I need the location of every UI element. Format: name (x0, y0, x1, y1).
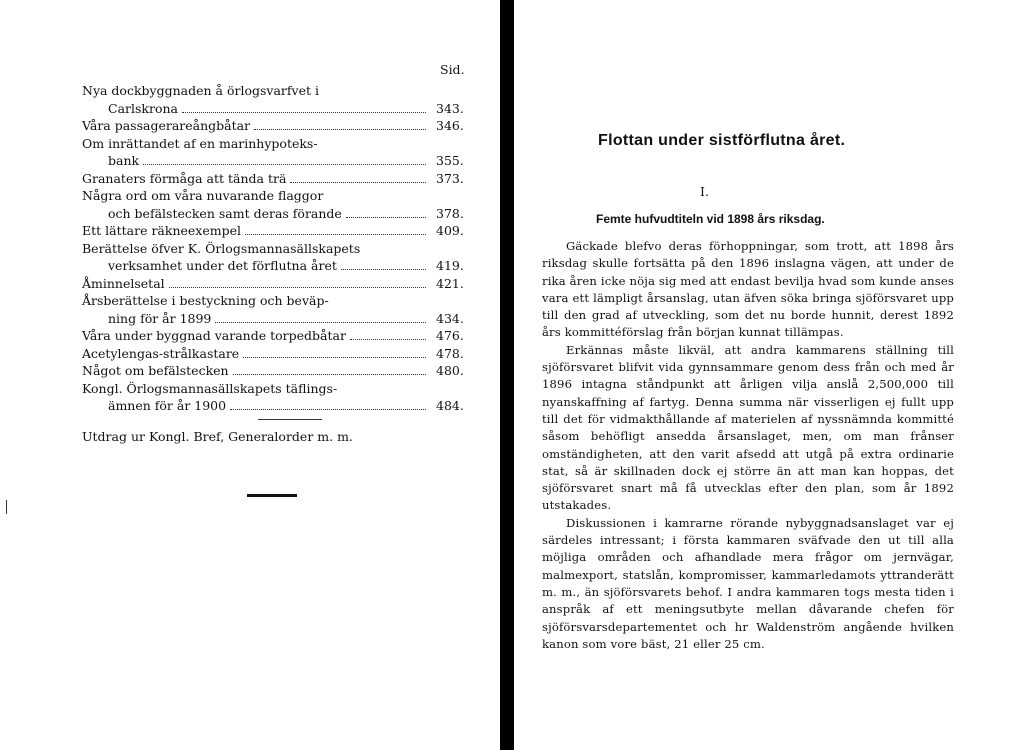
toc-leader-dots (245, 233, 426, 235)
toc-leader-dots (254, 128, 426, 130)
edge-mark (6, 500, 7, 514)
article-paragraph: Erkännas måste likväl, att andra kammarens ställning till sjöförsvaret blifvit vida gynnsammare genom dess från och med år 1896 intagna ståndpunkt att årligen vilja anslå 2,500,000 till nyanskaffning af fartyg. Denna summa när visserligen ej fullt upp till det för vidmakthållande af materielen af nyssnämnda kommitté såsom behöfligt ansedda årsanslaget, men, om man frånser omständigheten, att den varit afsedd att utgå på extra ordinarie stat, så är skillnaden dock ej större än att man kan hoppas, det sjöförsvaret snart må få utvecklas efter den plan, som år 1892 utstakades. (542, 342, 954, 513)
toc-entry-title: ämnen för år 1900 (108, 398, 227, 413)
toc-entry (82, 170, 464, 188)
toc-page-number: 478. (436, 345, 464, 361)
toc-entry-line (82, 240, 464, 258)
toc-entry-line (82, 170, 464, 188)
toc-entry-title: Carlskrona (108, 100, 178, 116)
toc-leader-dots (143, 163, 426, 165)
toc-entry-line (82, 275, 464, 293)
toc-page-header: Sid. (440, 62, 465, 77)
toc-entry-line (82, 310, 464, 328)
toc-entry-line (82, 82, 464, 100)
toc-entry-title: Om inrättandet af en marinhypoteks- (82, 135, 318, 151)
toc-entry-title: Ett lättare räkneexempel (82, 223, 241, 238)
article-body (542, 238, 954, 653)
toc-leader-dots (243, 356, 426, 358)
left-page (0, 0, 500, 750)
decorative-rule (247, 494, 297, 497)
toc-entry (82, 362, 464, 380)
toc-entry-title: Acetylengas-strålkastare (82, 345, 240, 361)
toc-entry-line (82, 380, 464, 398)
toc-entry-title: Åminnelsetal (82, 275, 165, 291)
toc-entry-line (82, 397, 464, 415)
toc-entry (82, 275, 464, 293)
article-paragraph: Gäckade blefvo deras förhoppningar, som trott, att 1898 års riksdag skulle fortsätta på den 1896 inslagna vägen, att under de rika åren icke nöja sig med att endast bevilja hvad som kunde anses vara ett lämpligt årsanslag, utan äfven söka bringa sjöförsvaret upp till den grad af utveckling, som det nu borde hunnit, derest 1892 års kommittéförslag från början kunnat tillämpas. (542, 239, 954, 340)
toc-entry (82, 292, 464, 327)
toc-entry-title: Granaters förmåga att tända trä (82, 170, 287, 186)
table-of-contents (82, 82, 464, 445)
toc-entry-line (82, 117, 464, 135)
toc-entry-title: Några ord om våra nuvarande flaggor (82, 188, 324, 203)
toc-entry-line (82, 292, 464, 310)
toc-leader-dots (290, 181, 426, 183)
toc-page-number: 355. (436, 153, 464, 168)
toc-entry-title: Nya dockbyggnaden å örlogsvarfvet i (82, 83, 319, 98)
toc-page-number: 346. (436, 118, 464, 133)
toc-page-number: 419. (436, 258, 464, 273)
toc-entry-line (82, 327, 464, 345)
toc-entry-title: Berättelse öfver K. Örlogsmannasällskapets (82, 240, 361, 256)
article-title: Flottan under sistförflutna året. (598, 132, 846, 149)
toc-page-number: 378. (436, 205, 464, 221)
toc-page-number: 409. (436, 223, 464, 238)
toc-page-number: 421. (436, 275, 464, 291)
article-paragraph: Diskussionen i kamrarne rörande nybyggnadsanslaget var ej särdeles intressant; i första kammaren sväfvade den ut till alla möjliga områden och afhandlade mera frågor om jernvägar, malmexport, statslån, kompromisser, kammarledamots yttranderätt m. m., än sjöförsvarets behof. I andra kammaren togs mesta tiden i anspråk af ett meningsutbyte mellan dåvarande chefen för sjöförsvarsdepartementet och hr Waldenström angående hvilken kanon som vore bäst, 21 eller 25 cm. (542, 515, 954, 651)
toc-entry-line (82, 152, 464, 170)
toc-entry-title: Årsberättelse i bestyckning och beväp- (82, 293, 329, 308)
toc-entry-title: Våra passagerareångbåtar (82, 118, 251, 133)
toc-leader-dots (230, 408, 426, 410)
toc-page-number: 343. (436, 100, 464, 116)
toc-entry-title: och befälstecken samt deras förande (108, 205, 342, 221)
toc-entry (82, 135, 464, 170)
toc-entry-line (82, 205, 464, 223)
toc-leader-dots (350, 338, 426, 340)
toc-entry-line (82, 345, 464, 363)
toc-footer: Utdrag ur Kongl. Bref, Generalorder m. m. (82, 428, 353, 444)
toc-leader-dots (341, 268, 426, 270)
toc-entry-title: Något om befälstecken (82, 363, 229, 378)
toc-entry (82, 240, 464, 275)
toc-page-number: 373. (436, 170, 464, 186)
toc-entry-title: ning för år 1899 (108, 310, 212, 326)
toc-leader-dots (233, 373, 426, 375)
toc-divider (258, 419, 322, 420)
toc-entry (82, 327, 464, 345)
toc-entry-title: verksamhet under det förflutna året (108, 258, 337, 273)
toc-entry-title: Våra under byggnad varande torpedbåtar (82, 328, 346, 343)
toc-page-number: 476. (436, 328, 464, 343)
toc-entry (82, 380, 464, 415)
toc-page-number: 480. (436, 363, 464, 378)
section-number: I. (700, 184, 709, 199)
toc-entry-line (82, 222, 464, 240)
toc-leader-dots (169, 286, 426, 288)
toc-entry-line (82, 135, 464, 153)
toc-entry-title: bank (108, 153, 140, 168)
toc-entry (82, 345, 464, 363)
toc-entry-line (82, 362, 464, 380)
toc-entry (82, 117, 464, 135)
toc-entry (82, 222, 464, 240)
toc-page-number: 434. (436, 310, 464, 326)
toc-entry (82, 187, 464, 222)
toc-leader-dots (215, 321, 426, 323)
book-gutter (500, 0, 514, 750)
right-page (514, 0, 1024, 750)
toc-entry-line (82, 257, 464, 275)
toc-entry-line (82, 187, 464, 205)
toc-leader-dots (346, 216, 426, 218)
toc-entry-line (82, 100, 464, 118)
section-heading: Femte hufvudtiteln vid 1898 års riksdag. (596, 212, 825, 226)
toc-leader-dots (182, 111, 426, 113)
toc-entry (82, 82, 464, 117)
toc-page-number: 484. (436, 398, 464, 413)
toc-entry-title: Kongl. Örlogsmannasällskapets täflings- (82, 380, 338, 396)
